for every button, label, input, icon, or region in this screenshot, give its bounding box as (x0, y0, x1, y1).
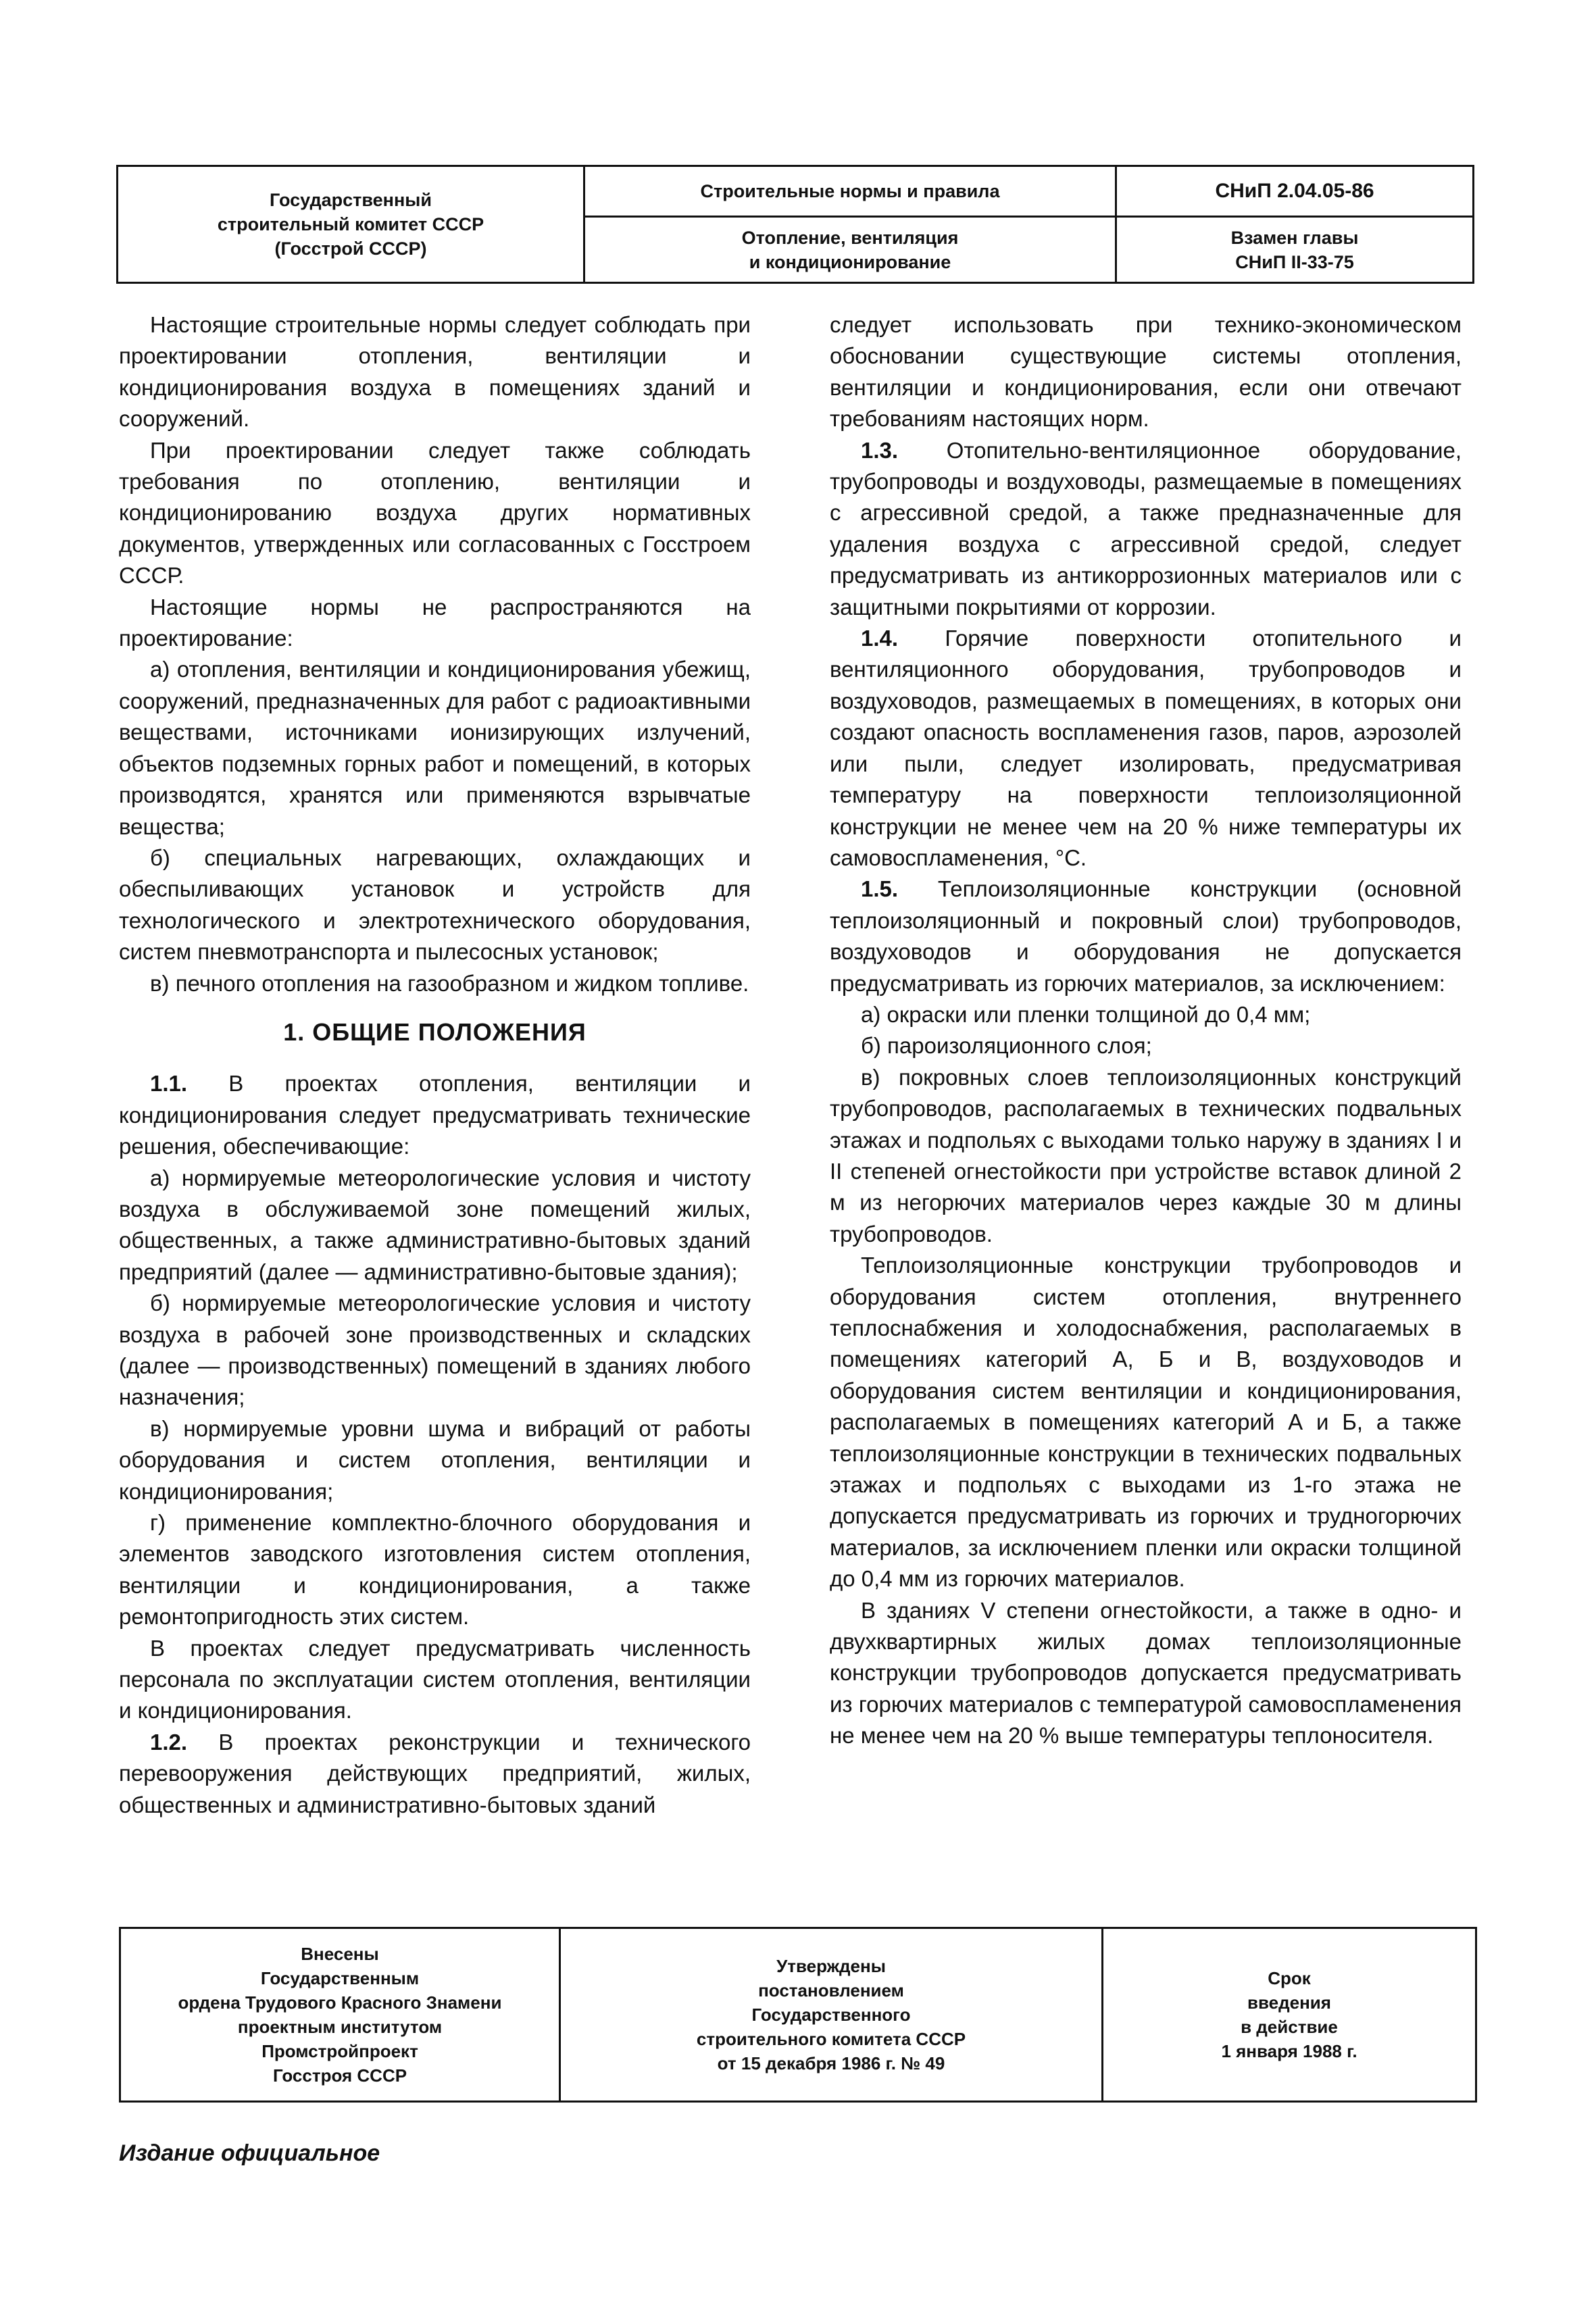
doc-title-line: Отопление, вентиляция (741, 227, 959, 248)
effective-line: введения (1247, 1992, 1331, 2013)
header-table (116, 165, 1474, 284)
clause-number: 1.5. (861, 876, 899, 902)
clause-text: Горячие поверхности отопительного и вентиляционного оборудования, трубопроводов и воздуховодов, размещаемых в помещениях, в которых они создают опасность воспламенения газов, паров, аэрозолей или пыли, следует изолировать, предусматривая температуру на поверхности теплоизоляционной конструкции не менее чем на 20 % ниже температуры их самовоспламенения, °С. (830, 626, 1462, 870)
list-item: в) покровных слоев теплоизоляционных конструкций трубопроводов, располагаемых в технических подвальных этажах и подпольях с выходами только наружу в зданиях I и II степеней огнестойкости при устройстве вставок длиной 2 м из негорючих материалов через каждые 30 м длины трубопроводов. (830, 1064, 1462, 1247)
list-item: б) пароизоляционного слоя; (861, 1033, 1152, 1059)
effective-line: Срок (1268, 1968, 1311, 1988)
section-heading: 1. ОБЩИЕ ПОЛОЖЕНИЯ (283, 1017, 587, 1046)
left-column (119, 309, 751, 1821)
clause-text: В проектах реконструкции и технического перевооружения действующих предприятий, жилых, общественных и административно-бытовых зданий (119, 1729, 751, 1817)
header-org-line: Государственный (270, 190, 432, 210)
doc-type: Строительные нормы и правила (700, 181, 1000, 201)
clause-text: Теплоизоляционные конструкции (основной теплоизоляционный и покровный слои) трубопроводов, воздуховодов и оборудования не допускается предусматривать из горючих материалов, за исключением: (830, 876, 1462, 996)
clause-1-5 (830, 874, 1462, 999)
clause-text: В проектах отопления, вентиляции и кондиционирования следует предусматривать технические решения, обеспечивающие: (119, 1071, 751, 1159)
clause-number: 1.1. (150, 1071, 188, 1097)
list-item: а) окраски или пленки толщиной до 0,4 мм; (861, 1001, 1311, 1027)
submitted-line: Промстройпроект (261, 2041, 418, 2061)
submitted-line: Государственным (260, 1968, 420, 1988)
approved-line: от 15 декабря 1986 г. № 49 (717, 2053, 945, 2073)
header-org-line: (Госстрой СССР) (274, 238, 427, 259)
approved-line: строительного комитета СССР (696, 2029, 966, 2049)
clause-number: 1.4. (861, 626, 899, 651)
paragraph: следует использовать при технико-экономическом обосновании существующие системы отопления, вентиляции и кондиционирования, если они отвечают требованиям настоящих норм. (830, 312, 1462, 432)
clause-1-4 (830, 623, 1462, 874)
doc-code: СНиП 2.04.05-86 (1215, 180, 1374, 202)
submitted-line: Госстроя СССР (272, 2065, 407, 2086)
effective-line: в действие (1241, 2017, 1338, 2037)
header-title-cell (585, 167, 1117, 282)
clause-number: 1.3. (861, 437, 899, 463)
paragraph: В зданиях V степени огнестойкости, а также в одно- и двухквартирных жилых домах теплоизоляционные конструкции трубопроводов допускается предусматривать из горючих материалов с температурой самовоспламенения не менее чем на 20 % выше температуры теплоносителя. (830, 1597, 1462, 1749)
footer-table (119, 1927, 1477, 2103)
list-item: а) нормируемые метеорологические условия и чистоту воздуха в обслуживаемой зоне помещений жилых, общественных, а также административно-бытовых зданий предприятий (далее — административно-бытовые здания); (119, 1165, 751, 1284)
submitted-line: ордена Трудового Красного Знамени (178, 1992, 502, 2013)
approved-cell (561, 1929, 1103, 2101)
approved-line: Утверждены (776, 1956, 886, 1976)
list-item: г) применение комплектно-блочного оборудования и элементов заводского изготовления систем отопления, вентиляции и кондиционирования, а также ремонтопригодность этих систем. (119, 1510, 751, 1630)
clause-1-1 (119, 1068, 751, 1162)
replaces-line: Взамен главы (1230, 227, 1359, 248)
header-code-cell (1117, 167, 1472, 282)
clause-1-2 (119, 1727, 751, 1821)
edition-note: Издание официальное (119, 2140, 380, 2166)
list-item: б) специальных нагревающих, охлаждающих и обеспыливающих установок и устройств для технологического и электротехнического оборудования, систем пневмотранспорта и пылесосных установок; (119, 845, 751, 965)
list-item: в) нормируемые уровни шума и вибраций от работы оборудования и систем отопления, вентиляции и кондиционирования; (119, 1415, 751, 1504)
header-organization-cell (118, 167, 585, 282)
approved-line: постановлением (758, 1980, 904, 2001)
doc-title-line: и кондиционирование (749, 251, 951, 272)
list-item: а) отопления, вентиляции и кондиционирования убежищ, сооружений, предназначенных для работ с радиоактивными веществами, источниками ионизирующих излучений, объектов подземных горных работ и помещений, в которых производятся, хранятся или применяются взрывчатые вещества; (119, 657, 751, 839)
effective-date-cell (1103, 1929, 1475, 2101)
clause-text: Отопительно-вентиляционное оборудование, трубопроводы и воздуховоды, размещаемые в помещениях с агрессивной средой, а также предназначенные для удаления воздуха с агрессивной средой, следует предусматривать из антикоррозионных материалов или с защитными покрытиями от коррозии. (830, 437, 1462, 620)
submitted-line: проектным институтом (237, 2017, 443, 2037)
clause-number: 1.2. (150, 1729, 188, 1755)
paragraph: Теплоизоляционные конструкции трубопроводов и оборудования систем отопления, внутреннего теплоснабжения и холодоснабжения, располагаемых в помещениях категорий А, Б и В, воздуховодов и оборудования систем вентиляции и кондиционирования, располагаемых в помещениях категорий А и Б, а также теплоизоляционные конструкции в технических подвальных этажах и подпольях с выходами из 1-го этажа не допускается предусматривать из горючих и трудногорючих материалов, за исключением пленки или окраски толщиной до 0,4 мм из горючих материалов. (830, 1253, 1462, 1592)
paragraph: При проектировании следует также соблюдать требования по отоплению, вентиляции и кондиционированию воздуха других нормативных документов, утвержденных или согласованных с Госстроем СССР. (119, 437, 751, 588)
replaces-line: СНиП II-33-75 (1235, 251, 1354, 272)
header-org-line: строительный комитет СССР (217, 214, 484, 234)
right-column (830, 309, 1462, 1752)
approved-line: Государственного (751, 2005, 911, 2025)
paragraph: В проектах следует предусматривать численность персонала по эксплуатации систем отопления, вентиляции и кондиционирования. (119, 1635, 751, 1724)
paragraph: Настоящие строительные нормы следует соблюдать при проектировании отопления, вентиляции и кондиционирования воздуха в помещениях зданий и сооружений. (119, 312, 751, 432)
paragraph: Настоящие нормы не распространяются на проектирование: (119, 594, 751, 651)
submitted-line: Внесены (301, 1944, 379, 1964)
clause-1-3 (830, 435, 1462, 623)
submitted-cell (121, 1929, 561, 2101)
effective-line: 1 января 1988 г. (1221, 2041, 1357, 2061)
list-item: б) нормируемые метеорологические условия и чистоту воздуха в рабочей зоне производственных и складских (далее — производственных) помещений в зданиях любого назначения; (119, 1290, 751, 1410)
list-item: в) печного отопления на газообразном и жидком топливе. (150, 970, 749, 996)
